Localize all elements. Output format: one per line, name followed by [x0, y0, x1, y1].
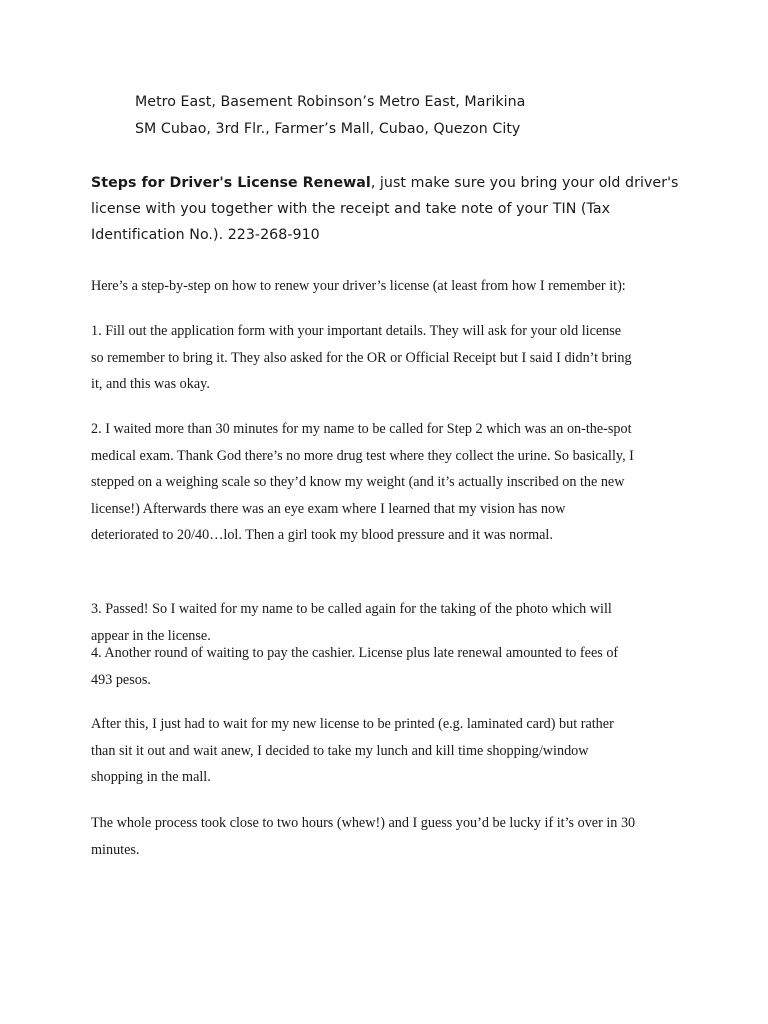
after-line: After this, I just had to wait for my new license to be printed (e.g. laminated card) but rather [91, 716, 614, 732]
closing-paragraph [91, 810, 691, 863]
step-4-paragraph [91, 640, 691, 693]
step-1-paragraph [91, 318, 691, 398]
step-2-line: deteriorated to 20/40…lol. Then a girl took my blood pressure and it was normal. [91, 527, 553, 543]
step-2-line: medical exam. Thank God there’s no more drug test where they collect the urine. So basically, I [91, 447, 634, 464]
intro-heading: Steps for Driver's License Renewal [91, 175, 371, 191]
step-2-paragraph [91, 416, 691, 549]
address-metro-east: Metro East, Basement Robinson’s Metro East, Marikina [135, 94, 526, 110]
step-4-line: 493 pesos. [91, 671, 151, 688]
step-3-line: appear in the license. [91, 627, 211, 644]
closing-line: minutes. [91, 841, 140, 858]
step-3-line: 3. Passed! So I waited for my name to be called again for the taking of the photo which will [91, 601, 612, 617]
step-1-line: 1. Fill out the application form with your important details. They will ask for your old license [91, 323, 622, 339]
intro-line-3: Identification No.). 223-268-910 [91, 227, 320, 244]
step-4-line: 4. Another round of waiting to pay the cashier. License plus late renewal amounted to fees of [91, 645, 619, 661]
intro-line-1: , just make sure you bring your old driver's [370, 175, 679, 191]
address-sm-cubao: SM Cubao, 3rd Flr., Farmer’s Mall, Cubao, Quezon City [135, 121, 521, 137]
after-line: than sit it out and wait anew, I decided to take my lunch and kill time shopping/window [91, 742, 589, 759]
step-1-line: so remember to bring it. They also asked for the OR or Official Receipt but I said I didn’t bring [91, 349, 632, 366]
after-line: shopping in the mall. [91, 769, 211, 785]
step-1-line: it, and this was okay. [91, 376, 210, 392]
step-2-line: stepped on a weighing scale so they’d know my weight (and it’s actually inscribed on the new [91, 474, 625, 490]
intro-line-2: license with you together with the receipt and take note of your TIN (Tax [91, 201, 611, 218]
closing-line: The whole process took close to two hours (whew!) and I guess you’d be lucky if it’s over in 30 [91, 815, 636, 831]
step-2-line: license!) Afterwards there was an eye exam where I learned that my vision has now [91, 500, 566, 517]
step-2-line: 2. I waited more than 30 minutes for my name to be called for Step 2 which was an on-the-spot [91, 421, 632, 437]
intro-paragraph [91, 170, 691, 249]
step-intro-paragraph: Here’s a step-by-step on how to renew your driver’s license (at least from how I remember it): [91, 278, 626, 294]
after-paragraph [91, 711, 691, 791]
